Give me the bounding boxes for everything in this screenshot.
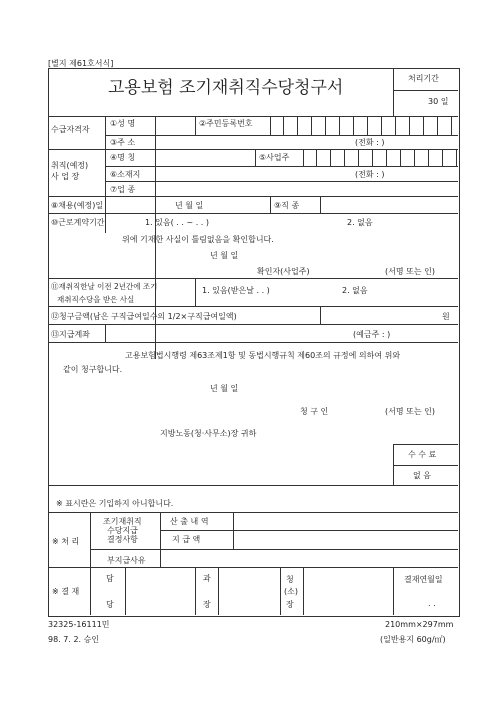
- claimant-sign: (서명 또는 인): [385, 407, 435, 416]
- divider: [280, 567, 281, 615]
- divider: [90, 549, 458, 550]
- job-label: ⑨직 종: [274, 201, 300, 210]
- claimant-label: 청 구 인: [300, 407, 329, 416]
- hire-date-label: ⑧채용(예정)일: [51, 201, 104, 210]
- approval-note: 98. 7. 2. 승인: [48, 635, 100, 644]
- divider: [90, 567, 91, 615]
- form-title: 고용보험 조기재취직수당청구서: [108, 78, 344, 98]
- approval-col1-top: 담: [106, 574, 114, 583]
- divider: [160, 549, 161, 567]
- divider: [105, 166, 458, 167]
- rrn-label: ②주민등록번호: [199, 119, 253, 128]
- amount-label: 지 급 액: [172, 535, 201, 544]
- workplace-phone: (전화 : ): [355, 170, 385, 179]
- prior-yes: 1. 있음(받은날 . . ): [202, 286, 270, 295]
- divider: [393, 90, 458, 91]
- approval-date-label: 결재연월일: [404, 575, 443, 584]
- output-label: 산 출 내 역: [170, 517, 209, 526]
- confirmer-sign: (서명 또는 인): [385, 267, 435, 276]
- workplace-section-label: 취직(예정) 사 업 장: [51, 161, 89, 181]
- confirm-date: 년 월 일: [210, 251, 239, 260]
- divider: [48, 306, 458, 307]
- confirm-text: 위에 기재한 사실이 틀림없음을 확인합니다.: [122, 235, 274, 244]
- approval-date-value: . .: [428, 599, 436, 608]
- decision-line2: 수당지급: [107, 526, 138, 535]
- divider: [48, 213, 458, 214]
- workplace-name-label: ④명 칭: [110, 153, 136, 162]
- employer-number-boxes[interactable]: [303, 149, 458, 166]
- statement-line1: 고용보험법시행령 제63조제1항 및 동법시행규칙 제60조의 규정에 의하여 위와: [125, 351, 401, 360]
- decision-line3: 결정사항: [107, 535, 138, 544]
- account-holder: (예금주 : ): [353, 330, 391, 339]
- processing-label: 처리기간: [408, 74, 439, 83]
- divider: [255, 149, 256, 166]
- reason-label: 부지급사유: [107, 556, 146, 565]
- prior-label-line1: ⑪재취직한날 이전 2년간에 조기: [51, 282, 158, 291]
- divider: [48, 512, 458, 513]
- account-label: ⑬지급계좌: [51, 330, 90, 339]
- contract-yes: 1. 있음( . . ~ . . ): [145, 218, 210, 227]
- divider: [125, 567, 126, 615]
- divider: [48, 567, 458, 568]
- divider: [48, 196, 458, 197]
- hire-date-value: 년 월 일: [175, 201, 204, 210]
- divider: [105, 181, 458, 182]
- prior-no: 2. 없음: [342, 286, 368, 295]
- approval-col1-bottom: 당: [106, 600, 114, 609]
- approval-col2-top: 과: [203, 574, 211, 583]
- divider: [393, 68, 394, 116]
- note-text: ※ 표시란은 기입하지 아니합니다.: [56, 499, 174, 508]
- rrn-input-boxes[interactable]: [270, 116, 458, 135]
- approval-col2-bottom: 장: [203, 600, 211, 609]
- divider: [105, 196, 106, 233]
- location-label: ⑥소재지: [110, 170, 141, 179]
- divider: [48, 485, 458, 486]
- divider: [195, 278, 196, 306]
- processing-days: 30 일: [428, 97, 449, 106]
- processing-box-label: ※ 처 리: [52, 537, 80, 546]
- addressee: 지방노동(청·사무소)장 귀하: [160, 429, 257, 438]
- divider: [105, 116, 106, 196]
- employer-label: ⑤사업주: [259, 153, 290, 162]
- divider: [48, 342, 458, 343]
- approval-label: ※ 결 재: [52, 587, 80, 596]
- contract-no: 2. 없음: [347, 218, 373, 227]
- confirmer-label: 확인자(사업주): [257, 267, 310, 276]
- divider: [48, 324, 458, 325]
- divider: [393, 567, 394, 615]
- business-type-label: ⑦업 종: [110, 185, 136, 194]
- approval-col3-top: 청: [286, 575, 294, 584]
- decision-line1: 조기재취직: [103, 517, 142, 526]
- divider: [393, 465, 458, 466]
- divider: [195, 567, 196, 615]
- divider: [270, 196, 271, 213]
- paper-type: (일반용지 60g/㎡): [380, 635, 446, 644]
- name-label: ①성 명: [110, 119, 136, 128]
- address-label: ③주 소: [110, 138, 136, 147]
- claim-amount-label: ⑫청구금액(남은 구직급여일수의 1/2×구직급여일액): [51, 312, 237, 321]
- approval-col3-mid: (소): [284, 587, 298, 596]
- divider: [320, 306, 321, 324]
- contract-label: ⑩근로계약기간: [51, 218, 105, 227]
- prior-label-line2: 재취직수당을 받은 사실: [57, 295, 135, 304]
- claim-unit: 원: [442, 312, 450, 321]
- form-id: [별지 제61호서식]: [48, 59, 114, 68]
- fee-value: 없 음: [413, 471, 431, 480]
- divider: [48, 278, 458, 279]
- fee-label: 수 수 료: [408, 450, 437, 459]
- divider: [105, 135, 458, 136]
- divider: [393, 444, 458, 445]
- divider: [303, 567, 304, 615]
- approval-col3-bottom: 장: [286, 600, 294, 609]
- divider: [195, 116, 196, 135]
- recipient-section-label: 수급자격자: [51, 125, 90, 134]
- divider: [160, 530, 458, 531]
- divider: [218, 567, 219, 615]
- divider: [320, 196, 321, 213]
- statement-date: 년 월 일: [210, 384, 239, 393]
- recipient-phone: (전화 : ): [355, 138, 385, 147]
- paper-size: 210mm×297mm: [385, 620, 454, 629]
- form-code: 32325-16111민: [48, 620, 110, 629]
- divider: [105, 324, 106, 342]
- statement-line2: 같이 청구합니다.: [63, 365, 123, 374]
